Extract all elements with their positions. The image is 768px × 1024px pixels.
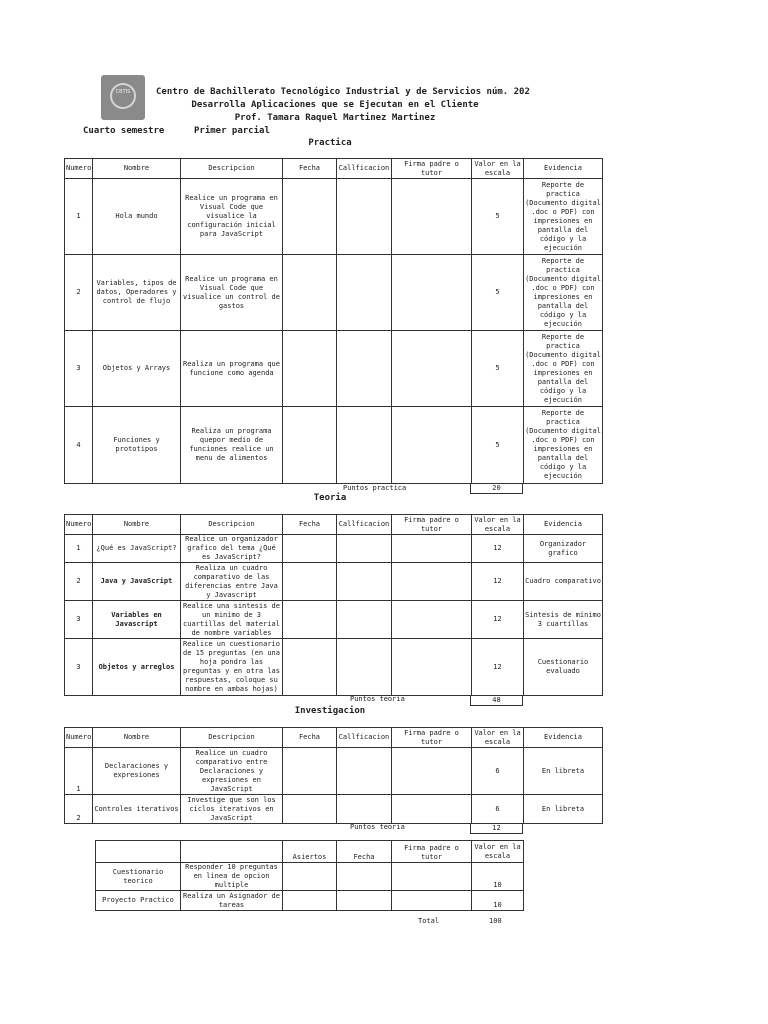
table-row	[65, 255, 603, 331]
cell-evidencia: Reporte de practica (Documento digital .doc o PDF) con impresiones en pantalla del código y la ejecución	[524, 331, 603, 407]
cell-evidencia: Organizador grafico	[524, 535, 603, 563]
cell-fecha	[283, 563, 337, 601]
cell-calificacion	[337, 748, 392, 795]
practica-total-label: Puntos practica	[343, 484, 407, 492]
cell-asiertos	[283, 863, 337, 891]
col-numero: Numero	[65, 728, 93, 748]
cell-nombre: Variables en Javascript	[93, 601, 181, 639]
col-calificacion: Callficacion	[337, 728, 392, 748]
cell-firma	[392, 891, 472, 911]
cell-nombre: Objetos y Arrays	[93, 331, 181, 407]
table-header-row	[65, 159, 603, 179]
cell-nombre: ¿Qué es JavaScript?	[93, 535, 181, 563]
school-name: Centro de Bachillerato Tecnológico Industrial y de Servicios núm. 202	[156, 87, 530, 97]
cell-numero: 3	[65, 331, 93, 407]
cell-evidencia: Reporte de practica (Documento digital .doc o PDF) con impresiones en pantalla del código y la ejecución	[524, 407, 603, 484]
partial-label: Primer parcial	[194, 126, 270, 136]
cell-valor: 12	[472, 601, 524, 639]
cell-numero: 1	[65, 535, 93, 563]
cell-firma	[392, 331, 472, 407]
cell-evidencia: En libreta	[524, 748, 603, 795]
cell-valor: 5	[472, 331, 524, 407]
semester-label: Cuarto semestre	[83, 126, 165, 136]
col-nombre: Nombre	[93, 159, 181, 179]
cell-numero: 1	[65, 748, 93, 795]
cell-calificacion	[337, 331, 392, 407]
investigacion-total-label: Puntos teoria	[350, 823, 405, 831]
cell-descripcion: Realiza un Asignador de tareas	[181, 891, 283, 911]
table-row	[65, 331, 603, 407]
cell-fecha	[283, 601, 337, 639]
cell-fecha	[337, 891, 392, 911]
cell-calificacion	[337, 795, 392, 824]
cell-fecha	[283, 639, 337, 696]
cell-fecha	[283, 535, 337, 563]
cell-fecha	[283, 748, 337, 795]
table-row	[65, 563, 603, 601]
cell-fecha	[283, 255, 337, 331]
col-calificacion: Callficacion	[337, 515, 392, 535]
cell-evidencia: Cuadro comparativo	[524, 563, 603, 601]
cell-firma	[392, 795, 472, 824]
cell-calificacion	[337, 535, 392, 563]
cell-firma	[392, 639, 472, 696]
cell-descripcion: Realice un programa en Visual Code que visualice la configuración inicial para JavaScript	[181, 179, 283, 255]
table-row	[65, 179, 603, 255]
cell-nombre: Hola mundo	[93, 179, 181, 255]
cell-fecha	[283, 179, 337, 255]
col-numero: Numero	[65, 515, 93, 535]
col-calificacion: Callficacion	[337, 159, 392, 179]
cell-firma	[392, 255, 472, 331]
cell-numero: 2	[65, 563, 93, 601]
col-valor: Valor en la escala	[472, 841, 524, 863]
cell-fecha	[283, 795, 337, 824]
cell-firma	[392, 748, 472, 795]
col-valor: Valor en la escala	[472, 728, 524, 748]
cell-valor: 5	[472, 407, 524, 484]
investigacion-total-value: 12	[470, 823, 523, 834]
cell-descripcion: Realice un cuestionario de 15 preguntas (en una hoja pondra las preguntas y en otra las respuestas, coloque su nombre en ambas hojas)	[181, 639, 283, 696]
cell-valor: 12	[472, 639, 524, 696]
cell-numero: 3	[65, 639, 93, 696]
cell-evidencia: Síntesis de minimo 3 cuartillas	[524, 601, 603, 639]
cell-descripcion: Realiza un cuadro comparativo de las diferencias entre Java y Javascript	[181, 563, 283, 601]
school-logo	[101, 75, 145, 120]
practica-total-value: 20	[470, 483, 523, 494]
cell-calificacion	[337, 407, 392, 484]
col-valor: Valor en la escala	[472, 159, 524, 179]
cell-firma	[392, 863, 472, 891]
table-row	[96, 891, 524, 911]
cell-firma	[392, 563, 472, 601]
cell-nombre: Declaraciones y expresiones	[93, 748, 181, 795]
cell-evidencia: Reporte de practica (Documento digital .doc o PDF) con impresiones en pantalla del código y la ejecución	[524, 179, 603, 255]
cell-fecha	[283, 407, 337, 484]
cell-nombre: Funciones y prototipos	[93, 407, 181, 484]
cell-valor: 6	[472, 748, 524, 795]
cell-nombre: Objetos y arreglos	[93, 639, 181, 696]
practica-table	[64, 158, 603, 484]
cell-numero: 4	[65, 407, 93, 484]
cell-firma	[392, 535, 472, 563]
cell-descripcion: Realice un cuadro comparativo entre Declaraciones y expresiones en JavaScript	[181, 748, 283, 795]
table-row	[65, 535, 603, 563]
cell-valor: 5	[472, 255, 524, 331]
cell-firma	[392, 407, 472, 484]
total-label: Total	[418, 917, 440, 925]
table-row	[65, 601, 603, 639]
cell-calificacion	[337, 255, 392, 331]
cell-numero: 1	[65, 179, 93, 255]
cell-firma	[392, 179, 472, 255]
col-descripcion: Descripcion	[181, 728, 283, 748]
col-fecha: Fecha	[283, 159, 337, 179]
cell-calificacion	[337, 563, 392, 601]
cell-descripcion: Realice una sintesis de un minimo de 3 cuartillas del material de nombre variables	[181, 601, 283, 639]
cell-calificacion	[337, 601, 392, 639]
teoria-total-value: 48	[470, 695, 523, 706]
cell-calificacion	[337, 179, 392, 255]
col-evidencia: Evidencia	[524, 728, 603, 748]
col-firma: Firma padre o tutor	[392, 728, 472, 748]
extra-table	[95, 840, 524, 911]
cell-nombre: Variables, tipos de datos, Operadores y control de flujo	[93, 255, 181, 331]
cell-descripcion: Realice un programa en Visual Code que visualice un control de gastos	[181, 255, 283, 331]
logo-emblem-icon	[110, 83, 136, 109]
col-firma: Firma padre o tutor	[392, 515, 472, 535]
table-row	[65, 639, 603, 696]
table-header-row	[65, 728, 603, 748]
cell-evidencia: En libreta	[524, 795, 603, 824]
cell-descripcion: Realiza un programa que funcione como agenda	[181, 331, 283, 407]
table-row	[65, 748, 603, 795]
table-row	[65, 795, 603, 824]
cell-descripcion: Responder 10 preguntas en linea de opcion multiple	[181, 863, 283, 891]
col-fecha: Fecha	[337, 841, 392, 863]
cell-valor: 12	[472, 563, 524, 601]
col-evidencia: Evidencia	[524, 515, 603, 535]
cell-nombre: Cuestionario teorico	[96, 863, 181, 891]
investigacion-table	[64, 727, 603, 824]
practica-title: Practica	[308, 138, 352, 148]
cell-evidencia: Reporte de practica (Documento digital .doc o PDF) con impresiones en pantalla del código y la ejecución	[524, 255, 603, 331]
cell-numero: 3	[65, 601, 93, 639]
cell-descripcion: Investige que son los ciclos iterativos en JavaScript	[181, 795, 283, 824]
teoria-total-label: Puntos teoria	[350, 695, 405, 703]
col-asiertos: Asiertos	[283, 841, 337, 863]
cell-fecha	[337, 863, 392, 891]
col-nombre-empty	[96, 841, 181, 863]
col-descripcion: Descripcion	[181, 515, 283, 535]
table-header-row	[96, 841, 524, 863]
cell-calificacion	[337, 639, 392, 696]
cell-fecha	[283, 331, 337, 407]
table-row	[65, 407, 603, 484]
teacher-name: Prof. Tamara Raquel Martinez Martinez	[234, 113, 436, 123]
investigacion-title: Investigacion	[294, 706, 366, 716]
cell-valor: 10	[472, 863, 524, 891]
cell-nombre: Java y JavaScript	[93, 563, 181, 601]
col-numero: Numero	[65, 159, 93, 179]
cell-nombre: Controles iterativos	[93, 795, 181, 824]
cell-valor: 12	[472, 535, 524, 563]
col-nombre: Nombre	[93, 515, 181, 535]
cell-valor: 6	[472, 795, 524, 824]
cell-descripcion: Realiza un programa quepor medio de funciones realice un menu de alimentos	[181, 407, 283, 484]
cell-evidencia: Cuestionario evaluado	[524, 639, 603, 696]
cell-nombre: Proyecto Practico	[96, 891, 181, 911]
cell-valor: 5	[472, 179, 524, 255]
table-header-row	[65, 515, 603, 535]
teoria-table	[64, 514, 603, 696]
cell-numero: 2	[65, 255, 93, 331]
col-evidencia: Evidencia	[524, 159, 603, 179]
cell-numero: 2	[65, 795, 93, 824]
col-firma: Firma padre o tutor	[392, 841, 472, 863]
cell-asiertos	[283, 891, 337, 911]
subject-title: Desarrolla Aplicaciones que se Ejecutan en el Cliente	[191, 100, 479, 110]
teoria-title: Teoria	[313, 493, 347, 503]
col-firma: Firma padre o tutor	[392, 159, 472, 179]
table-row	[96, 863, 524, 891]
col-fecha: Fecha	[283, 515, 337, 535]
col-valor: Valor en la escala	[472, 515, 524, 535]
col-fecha: Fecha	[283, 728, 337, 748]
cell-valor: 10	[472, 891, 524, 911]
total-value: 100	[489, 917, 502, 925]
cell-firma	[392, 601, 472, 639]
logo-text: CBTIS	[115, 89, 131, 95]
col-nombre: Nombre	[93, 728, 181, 748]
cell-descripcion: Realice un organizador grafico del tema ¿Qué es JavaScript?	[181, 535, 283, 563]
col-descripcion-empty	[181, 841, 283, 863]
col-descripcion: Descripcion	[181, 159, 283, 179]
